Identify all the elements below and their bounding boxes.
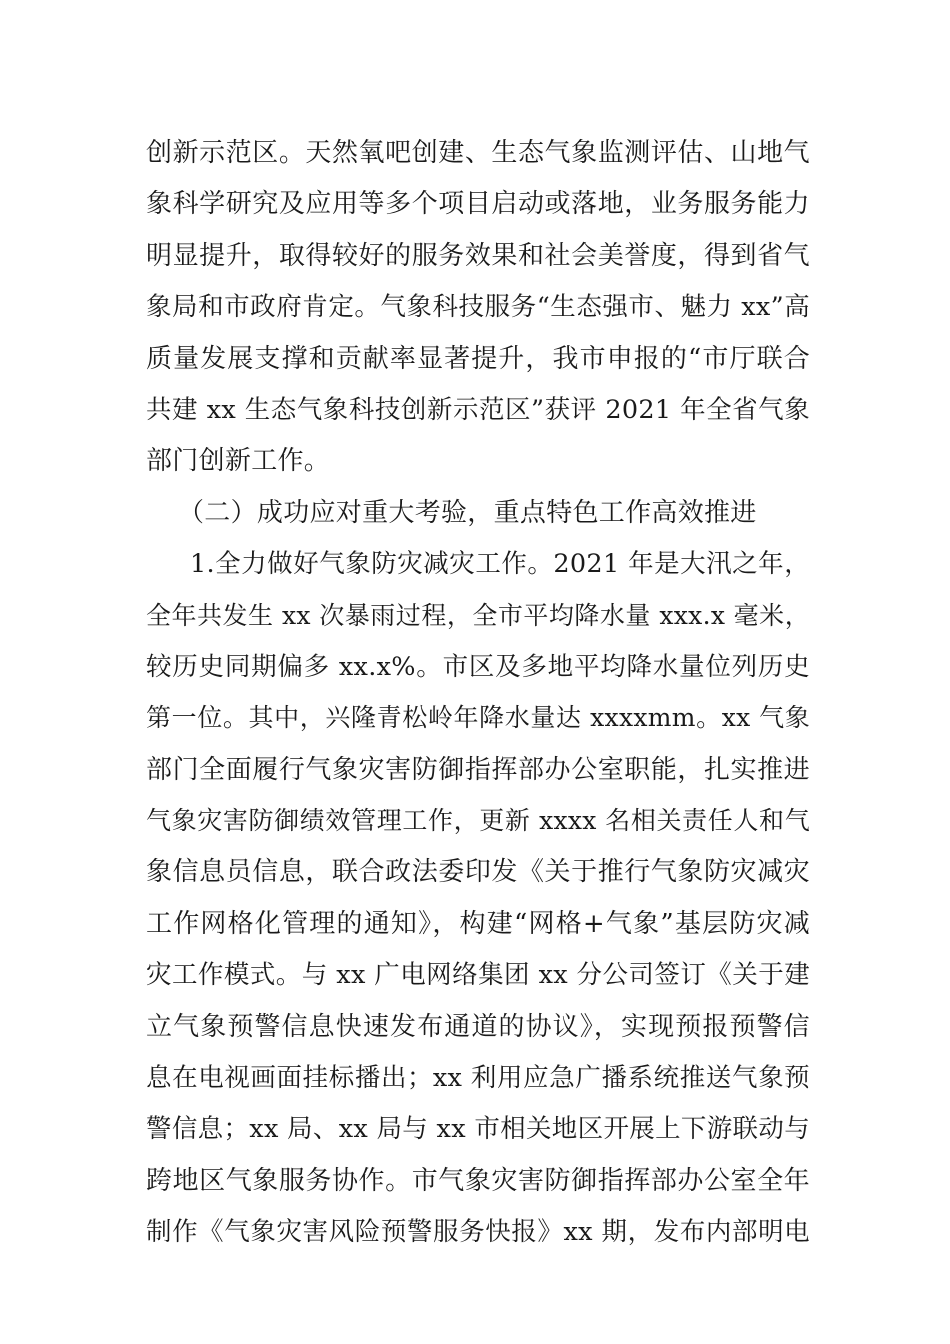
paragraph-line: 全年共发生 xx 次暴雨过程，全市平均降水量 xxx.x 毫米， — [146, 600, 810, 630]
paragraph-line: 较历史同期偏多 xx.x%。市区及多地平均降水量位列历史 — [146, 651, 810, 682]
paragraph-line: 创新示范区。天然氧吧创建、生态气象监测评估、山地气 — [146, 138, 810, 168]
paragraph-line: 立气象预警信息快速发布通道的协议》，实现预报预警信 — [146, 1011, 810, 1042]
paragraph-line: 气象灾害防御绩效管理工作，更新 xxxx 名相关责任人和气 — [146, 806, 810, 836]
section-heading: （二）成功应对重大考验，重点特色工作高效推进 — [178, 497, 757, 528]
paragraph-line: 工作网格化管理的通知》，构建“网格+气象”基层防灾减 — [146, 908, 810, 939]
paragraph-line: 象局和市政府肯定。气象科技服务“生态强市、魅力 xx”高 — [146, 292, 810, 323]
paragraph-line: 部门全面履行气象灾害防御指挥部办公室职能，扎实推进 — [146, 754, 810, 785]
paragraph-line: 息在电视画面挂标播出；xx 利用应急广播系统推送气象预 — [146, 1063, 810, 1094]
paragraph-line: 象科学研究及应用等多个项目启动或落地，业务服务能力 — [146, 189, 810, 220]
paragraph-line: 制作《气象灾害风险预警服务快报》xx 期，发布内部明电 — [146, 1217, 810, 1248]
paragraph-line: 质量发展支撑和贡献率显著提升，我市申报的“市厅联合 — [146, 343, 810, 374]
paragraph-line: 第一位。其中，兴隆青松岭年降水量达 xxxxmm。xx 气象 — [146, 703, 810, 733]
paragraph-line: 部门创新工作。 — [146, 446, 331, 477]
document-body — [146, 131, 810, 1262]
paragraph-line: 灾工作模式。与 xx 广电网络集团 xx 分公司签订《关于建 — [146, 960, 810, 991]
paragraph-line: 明显提升，取得较好的服务效果和社会美誉度，得到省气 — [146, 240, 810, 271]
paragraph-line: 跨地区气象服务协作。市气象灾害防御指挥部办公室全年 — [146, 1165, 810, 1196]
paragraph-line: 警信息；xx 局、xx 局与 xx 市相关地区开展上下游联动与 — [146, 1114, 810, 1145]
paragraph-line: 象信息员信息，联合政法委印发《关于推行气象防灾减灾 — [146, 857, 810, 888]
paragraph-line: 共建 xx 生态气象科技创新示范区”获评 2021 年全省气象 — [146, 394, 810, 425]
list-item-heading: 1.全力做好气象防灾减灾工作。2021 年是大汛之年， — [190, 549, 810, 580]
